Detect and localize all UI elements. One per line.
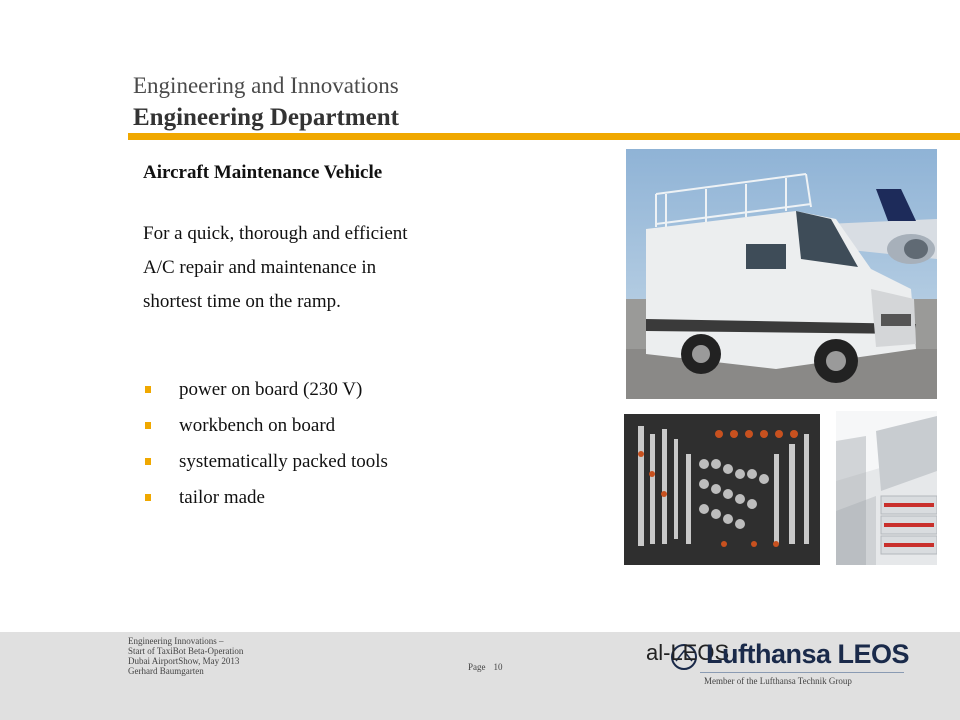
title-underline-bar	[128, 133, 960, 140]
square-bullet-icon	[145, 422, 151, 429]
feature-label: systematically packed tools	[179, 451, 388, 472]
description-line: A/C repair and maintenance in	[143, 257, 377, 278]
feature-label: workbench on board	[179, 415, 336, 436]
company-logo-name: Lufthansa LEOS	[706, 639, 910, 669]
feature-item	[143, 480, 388, 516]
page-label: Page	[468, 662, 486, 672]
footer-note-line: Engineering Innovations –	[128, 636, 224, 646]
feature-label: power on board (230 V)	[179, 379, 363, 400]
feature-list	[143, 372, 388, 516]
description	[143, 217, 563, 319]
square-bullet-icon	[145, 386, 151, 393]
logo-divider	[700, 672, 904, 673]
page-indicator	[468, 662, 511, 672]
member-tagline: Member of the Lufthansa Technik Group	[704, 676, 852, 686]
feature-item	[143, 408, 388, 444]
square-bullet-icon	[145, 458, 151, 465]
footer-note-line: Dubai AirportShow, May 2013	[128, 656, 240, 666]
page-number: 10	[493, 662, 503, 672]
feature-item	[143, 372, 388, 408]
tool-tray-photo	[624, 414, 820, 565]
footer-note-line: Gerhard Baumgarten	[128, 666, 204, 676]
section-subtitle: Aircraft Maintenance Vehicle	[143, 162, 383, 183]
maintenance-van-photo	[626, 149, 937, 399]
feature-label: tailor made	[179, 487, 265, 508]
van-interior-photo	[836, 411, 937, 565]
feature-item	[143, 444, 388, 480]
slide-heading: Engineering Department	[133, 104, 399, 131]
logo-alt-text: al-LEOS	[646, 640, 730, 665]
footer-note-line: Start of TaxiBot Beta-Operation	[128, 646, 244, 656]
square-bullet-icon	[145, 494, 151, 501]
slide-title: Engineering and Innovations	[133, 73, 399, 98]
footer-note	[128, 636, 243, 676]
description-line: For a quick, thorough and efficient	[143, 223, 408, 244]
description-line: shortest time on the ramp.	[143, 291, 341, 312]
